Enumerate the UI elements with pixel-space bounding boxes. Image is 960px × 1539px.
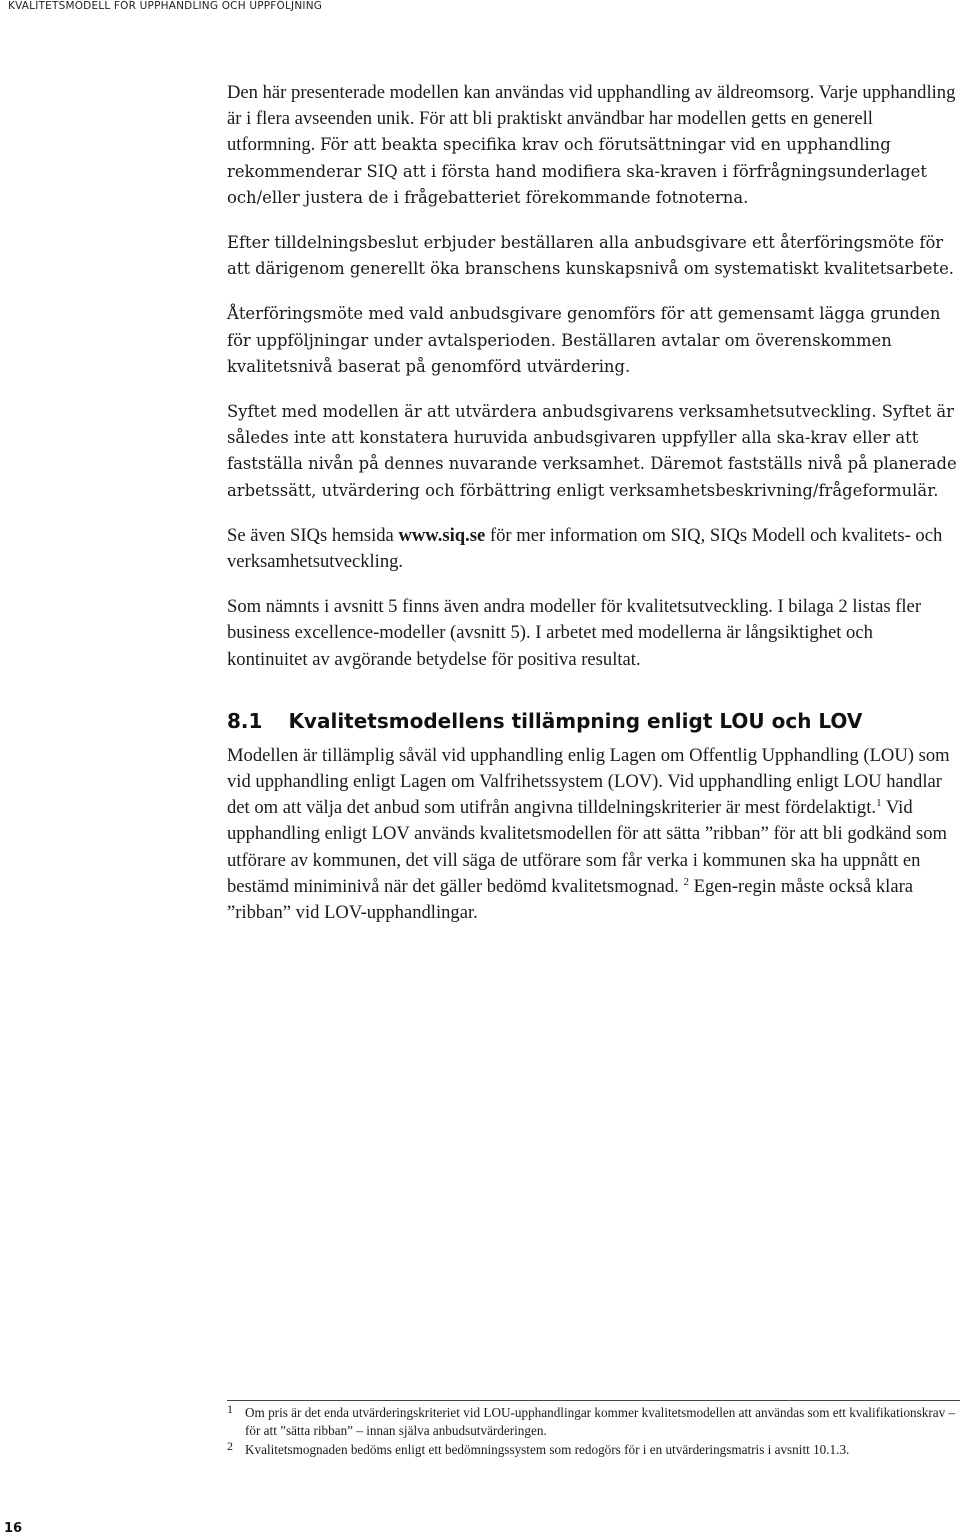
section-heading [227,709,957,733]
footnote-text: Om pris är det enda utvärderingskriteriet vid LOU-upphandlingar kommer kvalitetsmodellen att användas som ett kvalifikationskrav – för att ”sätta ribban” – innan själva anbudsutvärderingen. [245,1405,956,1438]
section-number: 8.1 [227,708,263,733]
paragraph-lou-lov [227,743,957,926]
paragraph-syfte: Syftet med modellen är att utvärdera anbudsgivarens verksamhetsutveckling. Syftet är således inte att konstatera huruvida anbudsgivaren uppfyller alla ska-krav eller att fastställa nivån på dennes nuvarande verksamhet. Däremot fastställs nivå på planerade arbetssätt, utvärdering och förbättring enligt verksamhetsbeskrivning/frågeformulär. [227,402,957,500]
siq-website-link[interactable]: www.siq.se [398,524,486,546]
lou-lov-text-b: Vid upphandling enligt LOV används kvalitetsmodellen för att sätta ”ribban” för att bli godkänd som utförare av kommunen, det vill säga de utförare som får verka i kommunen ska ha uppnått en bestämd miniminivå när det gäller bedömd kvalitetsmognad. [227,797,947,897]
paragraph-se-aven [227,523,957,575]
lou-lov-text-c: Egen-regin måste också klara ”ribban” vid LOV-upphandlingar. [227,875,914,924]
main-content [227,80,957,945]
section-title: Kvalitetsmodellens tillämpning enligt LOU och LOV [288,708,863,733]
paragraph-intro-part2: För att beakta specifika krav och förutsättningar vid en upphandling rekommenderar SIQ att i första hand modifiera ska-kraven i förfrågningsunderlaget och/eller justera de i frågebatteriet förekommande fotnoterna. [227,135,927,207]
footnote-number: 1 [227,1402,233,1416]
paragraph-andra-modeller: Som nämnts i avsnitt 5 finns även andra modeller för kvalitetsutveckling. I bilaga 2 listas fler business excellence-modeller (avsnitt 5). I arbetet med modellerna är långsiktighet och kontinuitet av avgörande betydelse för positiva resultat. [227,596,922,670]
paragraph-aterforing: Efter tilldelningsbeslut erbjuder beställaren alla anbudsgivare ett återföringsmöte för att därigenom generellt öka branschens kunskapsnivå om systematiskt kvalitetsarbete. [227,233,954,279]
footnote-number: 2 [227,1439,233,1453]
page-number: 16 [0,1521,30,1539]
footnote-1 [227,1404,957,1439]
se-aven-text-pre: Se även SIQs hemsida [227,524,399,546]
footnotes [227,1404,957,1461]
paragraph-aterforingsmote: Återföringsmöte med vald anbudsgivare genomförs för att gemensamt lägga grunden för uppföljningar under avtalsperioden. Beställaren avtalar om överenskommen kvalitetsnivå baserat på genomförd utvärdering. [227,304,941,376]
footnote-divider [227,1400,960,1401]
lou-lov-text-a: Modellen är tillämplig såväl vid upphandling enlig Lagen om Offentlig Upphandling (LOU) som vid upphandling enligt Lagen om Valfrihetssystem (LOV). Vid upphandling enligt LOU handlar det om att välja det anbud som utifrån angivna tilldelningskriterier är mest fördelaktigt. [227,744,950,819]
footnote-ref-1[interactable]: 1 [876,797,882,810]
paragraph-intro [227,80,957,211]
paragraph-intro-part1: Den här presenterade modellen kan användas vid upphandling av äldreomsorg. Varje upphandling är i flera avseenden unik. För att bli praktiskt användbar har modellen getts en generell utformning. [227,82,956,156]
running-header: KVALITETSMODELL FÖR UPPHANDLING OCH UPPFÖLJNING [8,0,323,12]
footnote-2 [227,1441,957,1459]
footnote-text: Kvalitetsmognaden bedöms enligt ett bedömningssystem som redogörs för i en utvärderingsmatris i avsnitt 10.1.3. [245,1442,850,1457]
se-aven-text-post: för mer information om SIQ, SIQs Modell och kvalitets- och verksamhetsutveckling. [227,524,943,573]
footnote-ref-2[interactable]: 2 [683,875,689,888]
